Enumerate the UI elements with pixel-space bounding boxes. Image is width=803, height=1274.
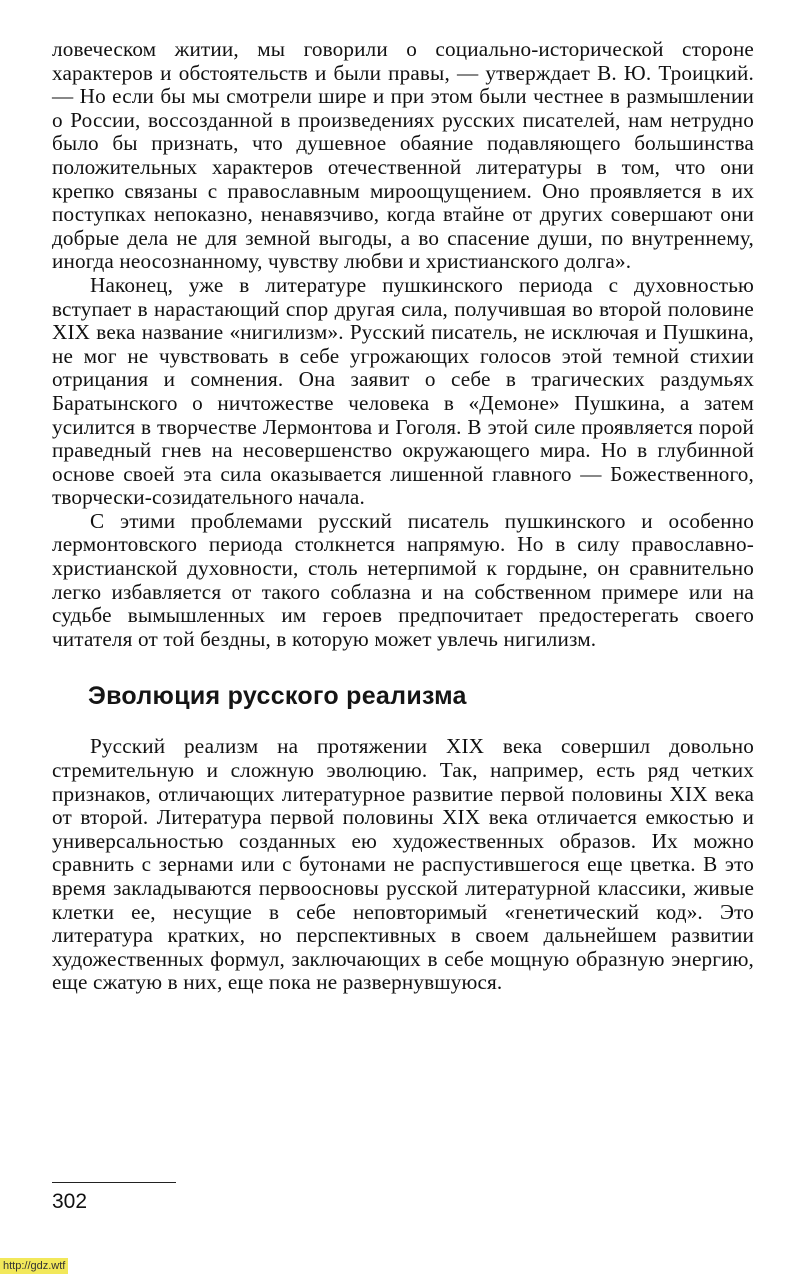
paragraph-1: ловеческом житии, мы говорили о социально-исторической стороне характеров и обстоятельств и были правы, — утверждает В. Ю. Троицкий. — Но если бы мы смотрели шире и при этом были честнее в размышлении о России, воссозданной в произведениях русских писателей, нам нетрудно было бы признать, что душевное обаяние подавляющего большинства положительных характеров отечественной литературы в том, что они крепко связаны с православным мироощущением. Оно проявляется в их поступках непоказно, ненавязчиво, когда втайне от других совершают они добрые дела не для земной выгоды, а во спасение души, по внутреннему, иногда неосознанному, чувству любви и христианского долга». — [52, 37, 754, 274]
watermark-link[interactable]: http://gdz.wtf — [0, 1258, 68, 1274]
page-number: 302 — [52, 1190, 88, 1213]
footer-rule — [52, 1182, 176, 1183]
paragraph-4: Русский реализм на протяжении XIX века совершил довольно стремительную и сложную эволюцию. Так, например, есть ряд четких признаков, отличающих литературное развитие первой половины XIX века от второй. Литература первой половины XIX века отличается емкостью и универсальностью созданных ею художественных образов. Их можно сравнить с зернами или с бутонами не распустившегося еще цветка. В это время закладываются первоосновы русской литературной классики, живые клетки ее, несущие в себе неповторимый «генетический код». Это литература кратких, но перспективных в своем дальнейшем развитии художественных формул, заключающих в себе мощную образную энергию, еще сжатую в них, еще пока не развернувшуюся. — [52, 734, 754, 995]
page-body — [52, 38, 754, 995]
paragraph-3: С этими проблемами русский писатель пушкинского и особенно лермонтовского периода столкнется напрямую. Но в силу православно-христианской духовности, столь нетерпимой к гордыне, он сравнительно легко избавляется от такого соблазна и на собственном примере или на судьбе вымышленных им героев предпочитает предостерегать своего читателя от той бездны, в которую может увлечь нигилизм. — [52, 508, 754, 651]
section-heading: Эволюция русского реализма — [88, 682, 467, 711]
paragraph-2: Наконец, уже в литературе пушкинского периода с духовностью вступает в нарастающий спор другая сила, получившая во второй половине XIX века название «нигилизм». Русский писатель, не исключая и Пушкина, не мог не чувствовать в себе угрожающих голосов этой темной стихии отрицания и сомнения. Она заявит о себе в трагических раздумьях Баратынского о ничтожестве человека в «Демоне» Пушкина, а затем усилится в творчестве Лермонтова и Гоголя. В этой силе проявляется порой праведный гнев на несовершенство окружающего мира. Но в глубинной основе своей эта сила оказывается лишенной главного — Божественного, творчески-созидательного начала. — [52, 272, 754, 510]
